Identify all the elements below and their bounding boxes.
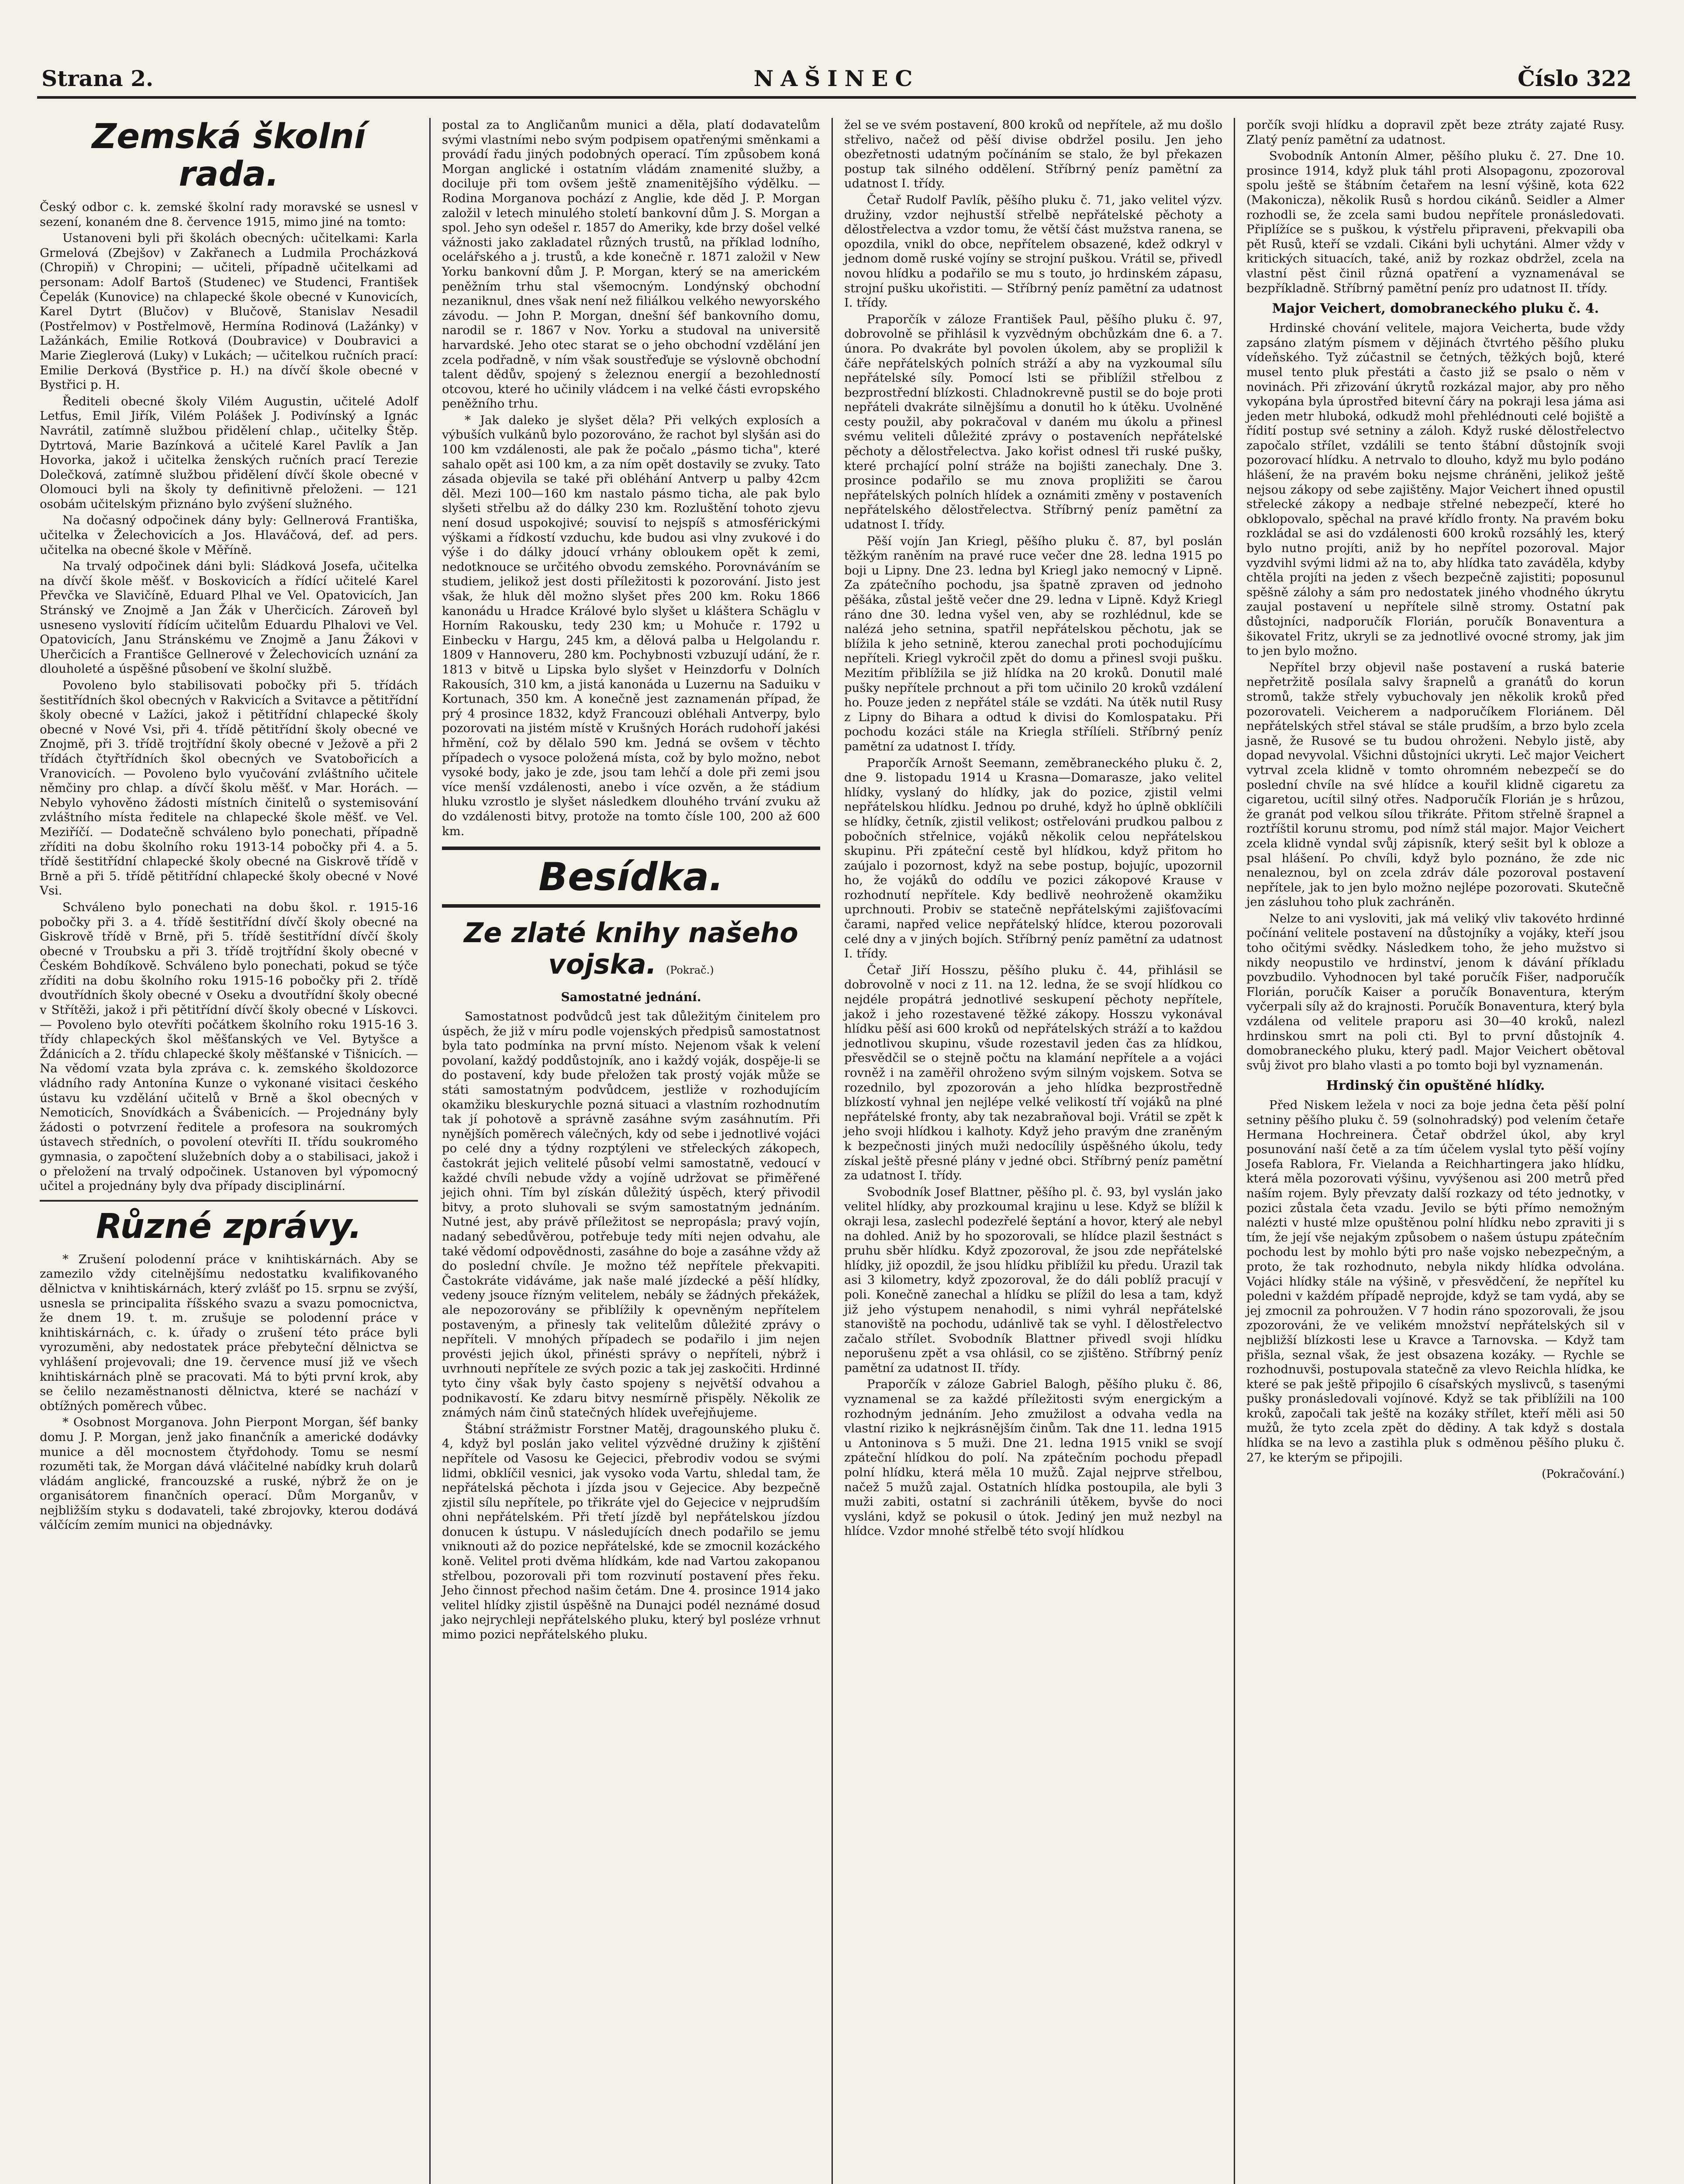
paragraph: * Osobnost Morganova. John Pierpont Morgan, šéf banky domu J. P. Morgan, jenž jako finančník a americké dodávky munice a děl mocnostem čtyřdohody. Tomu se nesmí rozuměti tak, že Morgan dává vláčitelné nabídky kruh dolarů vládám anglické, francouzské a ruské, nýbrž že on je organisátorem finančních operací. Dům Morganův, v nejbližším styku s dodavateli, také zbrojovky, kterou dodává válčícím zemím munici na objednávky.: [40, 1415, 418, 1532]
paragraph: Praporčík v záloze Gabriel Balogh, pěšího pluku č. 86, vyznamenal se za každé příležitosti svým energickým a rozhodným jednáním. Jeho zmužilost a odvaha vedla na vlastní riziko k nejkrásnějším činům. Tak dne 11. ledna 1915 u Antoninova s 5 muži. Dne 21. ledna 1915 vnikl se svojí zpáteční hlídkou do polí. Na zpátečním pochodu přepadl polní hlídku, která měla 10 mužů. Zajal nejprve střelbou, načež 5 mužů zajal. Ostatních hlídka postoupila, ale byli 3 muži zabiti, ostatní si zachránili útěkem, byvše do noci vysláni, když se pokusil o útok. Jediný jen muž nezbyl na hlídce. Vzdor mnohé střelbě této svojí hlídkou: [844, 1377, 1222, 1538]
page-label: Strana 2.: [41, 66, 154, 91]
paragraph: Ustanoveni byli při školách obecných: učitelkami: Karla Grmelová (Zbejšov) v Zakřanech a Ludmila Procházková (Chropiň) v Chropini; — učiteli, případně učitelkami ad personam: Adolf Bartoš (Studenec) ve Studenci, František Čepelák (Kunovice) na chlapecké škole obecné v Kunovicích, Karel Dytrt (Blučov) v Blučově, Stanislav Nesadil (Postřelmov) v Postřelmově, Hermína Rodinová (Lažánky) v Lažánkách, Emilie Rotková (Doubravice) v Doubravici a Marie Zieglerová (Luky) v Lukách; — učitelkou ručních prací: Emilie Derková (Bystřice p. H.) na dívčí škole obecné v Bystřici p. H.: [40, 231, 418, 392]
continuation-note: (Pokrač.): [666, 964, 714, 977]
paragraph: Četař Jiří Hosszu, pěšího pluku č. 44, přihlásil se dobrovolně v noci z 11. na 12. ledna, že se svojí hlídkou co nejdéle propátrá jednotlivé seskupení pěchoty nepřítele, jakož i jeho rozestavené těžké zákopy. Hosszu vykonával hlídku pěší asi 600 kroků od nepřátelských stráží a to každou jednotlivou skupinu, všude rozestavil jeden čas za hlídkou, přesvědčil se o stejně počtu na klamání nepřítele a a vojáci rovněž i na zaměřil ohroženo svým silným vojskem. Sotva se rozednilo, byl zpozorován a jeho hlídka bezprostředně blízkostí vyhnal jen nejlépe velké velikostí tří vojáků na plné nepřátelské fronty, aby tak nezabraňoval boji. Vrátil se zpět k jeho svoji hlídkou i kalhoty. Když jeho pravým dne zraněným k bezpečnosti jiných muži nedocílily úspěšného úkolu, tedy získal ještě přesné plány v jedné obci. Stříbrný peníz pamětní za udatnost I. třídy.: [844, 963, 1222, 1183]
paragraph: Praporčík v záloze František Paul, pěšího pluku č. 97, dobrovolně se přihlásil k vyzvědným obchůzkám dne 6. a 7. února. Po dvakráte byl povolen úkolem, aby se propližil k čáře nepřátelských polních stráží a aby na vyzkoumal sílu nepřátelské síly. Pomocí lsti se přiblížil střelbou z bezprostřední blízkosti. Chladnokrevně pustil se do boje proti nepřáteli dvakráte silnějšímu a donutil ho k útěku. Uvolněné cesty použil, aby pokračoval v daném mu úkolu a přinesl svému veliteli důležité zprávy o postaveních nepřátelské pěchoty a dělostřelectva. Jako kořist odnesl tři ruské pušky, které prchající polní stráže na bojišti zanechaly. Dne 3. prosince podařilo se mu znova propližiti se čarou nepřátelských polních hlídek a oznámiti změny v postaveních nepřátelského dělostřelectva. Stříbrný peníz pamětní za udatnost I. třídy.: [844, 312, 1222, 532]
paragraph: * Zrušení polodenní práce v knihtiskárnách. Aby se zamezilo vždy citelnějšímu nedostatku kvalifikovaného dělnictva v knihtiskárnách, který zvlášť po 15. srpnu se zvýší, usnesla se principalita říšského svazu a svazu pomocnictva, že dnem 19. t. m. zrušuje se polodenní práce v knihtiskárnách, c. k. úřady o zrušení této práce byli vyrozuměni, aby nedostatek práce přebyteční dělnictva se vyhlášení projevovali; dne 19. července musí již ve všech knihtiskárnách plně se pracovati. Má to býti první krok, aby se čelilo nezaměstnanosti dělnictva, které se nachází v obtížných poměrech vůbec.: [40, 1252, 418, 1413]
continuation-note: (Pokračování.): [1542, 1468, 1625, 1481]
section-title-school-board: Zemská školní rada.: [92, 118, 366, 194]
masthead: [37, 66, 1636, 99]
paragraph: Schváleno bylo ponechati na dobu škol. r. 1915-16 pobočky při 3. a 4. třídě šestitřídní dívčí školy obecné na Giskrově třídě v Brně, při 5. třídě šestitřídní dívčí školy obecné v Troubsku a při 3. třídě trojtřídní školy obecné v Českém Bohdíkově. Schváleno bylo ponechati, pokud se týče zříditi na dobu školního roku 1915-16 pobočky při 2. třídě dvoutřídních školy obecné v Oseku a dvoutřídní školy obecné v Střítěži, jakož i při pětitřídní dívčí školy obecné v Lískovci. — Povoleno bylo otevříti počátkem školního roku 1915-16 3. třídy chlapeckých škol měšťanských ve Vel. Bytyšce a Ždánicích a 2. třídu chlapecké školy měšťanské v Tišnicích. — Na vědomí vzata byla zpráva c. k. zemského školdozorce vládního rady Antonína Kunze o vykonané visitaci českého ústavu ku vzdělání učitelů v Brně a škol obecných v Nemoticích, Snovídkách a Švábenicích. — Projednány byly žádosti o potvrzení ředitele a profesora na soukromých ústavech středních, o povolení otevříti II. třídu soukromého gymnasia, o započtení služebních doby a o stabilisaci, jakož i o přeložení na trvalý odpočinek. Ustanoven byl výpomocný učitel a projednány byly dva případy disciplinární.: [40, 900, 418, 1193]
paragraph: * Jak daleko je slyšet děla? Při velkých explosích a výbuších vulkánů bylo pozorováno, že rachot byl slyšán asi do 100 km vzdálenosti, ale pak že počalo „pásmo ticha", které sahalo opět asi 100 km, a za ním opět dostavily se zvuky. Tato zásada objevila se také při obléhání Antverp u palby 42cm děl. Mezi 100—160 km nastalo pásmo ticha, ale pak bylo slyšeti střelbu až do dálky 230 km. Rozluštění tohoto zjevu není dosud uspokojivé; souvisí to nejspíš s atmosférickými výškami a řídkostí vzduchu, kde budou asi vlny zvukové i do výše i do dálky jdoucí vrhány obloukem opět k zemi, nedotknouce se určitého obvodu zemského. Porovnáváním se studiem, jelikož jest dosti příležitosti k pozorování. Jisto jest však, že hluk děl možno slyšet přes 200 km. Roku 1866 kanonádu u Hradce Králové bylo slyšet u kláštera Schäglu v Horním Rakousku, tedy 230 km; u Mohuče r. 1792 u Einbecku v Hargu, 245 km, a dělová palba u Helgolandu r. 1809 v Hannoveru, 280 km. Pochybnosti vzbuzují udání, že r. 1813 v bitvě u Lipska bylo slyšet v Heinzdorfu v Dolních Rakousích, 310 km, a jistá kanonáda u Luzernu na Saduiku v Kortunach, 350 km. A konečně jest zaznamenán případ, že prý 4 prosince 1832, když Francouzi obléhali Antverpy, bylo pozorovati na jistém místě v Krušných Horách rudohoří jakési hřmění, což by dělalo 590 km. Jedná se ovšem v těchto případech o vysoce položená místa, což by bylo možno, nebot vysoké body, jako je zde, jsou tam lehčí a dole při zemi jsou více menší vzdálenosti, anebo i více ozvěn, a že stádium hluku vzrostlo je slyšet následkem dlouhého trvání zvuku až do vzdálenosti bitvy, protože na tomto čísle 100, 200 až 600 km.: [442, 413, 820, 838]
feuilleton-subtitle: Samostatné jednání.: [561, 990, 701, 1005]
section-title-besidka: Besídka.: [442, 847, 820, 908]
feuilleton-title-text: Ze zlaté knihy našeho vojska.: [464, 917, 798, 981]
subheading-abandoned-patrol: Hrdinský čin opuštěné hlídky.: [1326, 1078, 1545, 1094]
paragraph: Řediteli obecné školy Vilém Augustin, učitelé Adolf Letfus, Emil Jiřík, Vilém Polášek J. Podivínský a Ignác Navrátil, zatímně službou přidělení chlap., učitelky Štěp. Dytrtová, Marie Bazínková a učitelé Karel Pavlík a Jan Hovorka, jakož i učitelka ženských ručních prací Terezie Dolečková, zatímně službou přidělení dívčí škole obecné v Olomouci byli na školy ty definitivně přeloženi. — 121 osobám učitelským přiznáno bylo zvýšení služného.: [40, 394, 418, 511]
issue-label: Číslo 322: [1517, 66, 1632, 91]
column-4: [1234, 118, 1636, 2184]
feuilleton-title: [442, 917, 820, 986]
subheading-major-veichert: Major Veichert, domobraneckého pluku č. 4.: [1272, 301, 1599, 317]
paragraph: Svobodník Antonín Almer, pěšího pluku č. 27. Dne 10. prosince 1914, když pluk táhl proti Alsopagonu, zpozoroval spolu ještě se štábním četařem na lesní výšině, kota 622 (Makonicza), několik Rusů s hordou cikánů. Seidler a Almer rozhodli se, že zcela sami budou nepřítele pronásledovati. Připlížíce se s puškou, k výstřelu připraveni, překvapili oba pět Rusů, kteří se vzdali. Cikáni byli uchytáni. Almer vždy v kritických situacích, také, aniž by rozkaz obdržel, zcela na vlastní pěst činil různá opatření a vyznamenával se bezpříkladně. Stříbrný pamětní peníz pro udatnost II. třídy.: [1246, 149, 1625, 295]
paragraph: Samostatnost podvůdců jest tak důležitým činitelem pro úspěch, že již v míru podle vojenských předpisů samostatnost byla tato podmínka na první místo. Nejenom však k velení povolaní, každý poddůstojník, ano i každý voják, dospěje-li se do postavení, kdy bude přeložen tak prostý voják může se státi samostatným podvůdcem, jestliže v rozhodujícím okamžiku bleskurychle pozná situaci a vlastním rozhodnutím tak jí pohotově a správně zasáhne svým zasáhnutím. Při nynějších poměrech válečných, kdy od sebe i jednotlivé vojáci po celé dny a týdny rozptýleni ve střeleckých zákopech, častokrát jejich velitelé působí velmi samostatně, vedoucí v každé chvíli nebude vždy a vojíně udržovat se přiměřené jejich ohni. Tím byl získán důležitý úspěch, který přivodil bitvy, a proto sluhovali se svým samostatným jednáním. Nutné jest, aby právě příležitost se nepropásla; pravý vojín, nadaný sebedůvěrou, potřebuje tedy míti nejen odvahu, ale také vědomí odpovědnosti, zasáhne do boje a zasáhne vždy až do poslední chvíle. Je možno též nepřítele překvapiti. Častokráte vidáváme, jak naše malé jízdecké a pěší hlídky, vedeny jsouce řízným velitelem, nebály se žádných překážek, ale nepozorovány se přiblížily k opevněným nepřítelem postaveným, a přinesly tak velitelům důležité zprávy o nepříteli. V mnohých případech se podařilo i jim nejen provésti jejich úkol, přinésti správy o nepříteli, nýbrž i uvrhnouti nepřítele ze svých pozic a tak jej zaskočiti. Hrdinné tyto činy však byly často spojeny s největší odvahou a podnikavostí. Ke zdaru bitvy nesmírně přispěly. Několik ze známých nám činů statečných hlídek uveřejňujeme.: [442, 1009, 820, 1420]
paragraph: Svobodník Josef Blattner, pěšího pl. č. 93, byl vyslán jako velitel hlídky, aby prozkoumal krajinu u lese. Když se blížil k okraji lesa, zaslechl podezřelé šeptání a hovor, který ale nebyl na dohled. Aniž by ho spozorovali, se hlídce plazil šestnáct s pruhu sběr hlídku. Když zpozoroval, že jsou zde nepřátelské hlídky, již opozdil, že jsou hlídku přiblížil ku předu. Urazil tak asi 3 kilometry, když zpozoroval, že do dáli poblíž pracují v poli. Konečně zanechal a hlídku se plížil do lesa a tam, když již jeho výstupem nenahodil, s nimi vyhrál nepřátelské stanoviště na pochodu, udánlivě tak se vyhl. I dělostřelectvo začalo střílet. Svobodník Blattner přivedl svoji hlídku neporušenu zpět a vsa ohlásil, co se zjištěno. Stříbrný peníz pamětní za udatnost II. třídy.: [844, 1185, 1222, 1375]
section-divider: [40, 1200, 418, 1202]
paragraph: Před Niskem ležela v noci za boje jedna četa pěší polní setniny pěšího pluku č. 59 (solnohradský) pod velením četaře Hermana Hochreinera. Četař obdržel úkol, aby kryl posunování naší četě a za tím účelem vyslal tyto pěší vojíny Josefa Rablora, Fr. Vielanda a Reichhartingera jako hlídku, která měla pozorovati výšinu, vyvýšenou asi 200 metrů před naším rojem. Byly převzaty další rozkazy od této jednotky, v pozici zůstala četa vzadu. Jevilo se býti přímo nemožným nalézti v husté mlze opuštěnou polní hlídku nebo zpraviti ji s tím, že její vše nejakým způsobem o našem ústupu zpátečním pochodu lest by mohlo býti pro naše vojsko nebezpečným, a proto, že tak rozhodnuto, nebyla nikdy hlídka odvolána. Vojáci hlídky stále na výšině, v přesvědčení, že nepřítel ku poledni v každém případě neprojde, když se tam vydá, aby se jej zmocnil za pohroužen. V 7 hodin ráno spozorovali, že jsou zpozorováni, že ve velikém množství nepřátelských sil v nejbližší blízkosti lese u Kravce a Tarnovska. — Když tam přišla, seznal však, že jest obsazena kozáky. — Rychle se rozhodnuvši, postupovala statečně za vlevo Reichla hlídka, ke které se pak ještě připojilo 6 císařských myslivců, s tasenými pušky pronásledovali vojínové. Když se tak přiblížili na 100 kroků, započali tak ještě na kozáky střílet, kteří měli asi 50 mužů, že tyto zcela zpět do dědiny. A tak když s dostala hlídka se na levo a zastihla pluk s odměnou pěšího pluku č. 27, ke kterým se připojili.: [1246, 1098, 1625, 1465]
paragraph: postal za to Angličanům munici a děla, platí dodavatelům svými vlastními nebo svým podpisem opatřenými směnkami a provádí řadu jiných podobných operací. Tím způsobem koná Morgan anglické i ostatním vládám znamenité služby, a dociluje při tom ovšem ještě znamenitějšího výdělku. — Rodina Morganova pochází z Anglie, kde děd J. P. Morgan založil v letech minulého století bankovní dům J. S. Morgan a spol. Jeho syn odešel r. 1857 do Ameriky, kde brzy došel velké vážnosti jako zakladatel různých trustů, na příklad lodního, ocelářského a j. trustů, a kde konečně r. 1871 založil v New Yorku bankovní dům J. P. Morgan, který se na americkém peněžním trhu stal všemocným. Londýnský obchodní nezaniknul, dnes však není než filiálkou velkého newyorského závodu. — John P. Morgan, dnešní šéf bankovního domu, narodil se r. 1867 v Nov. Yorku a studoval na universitě harvardské. Jeho otec starat se o jeho obchodní vzdělání jen zcela podřadně, v ním však soustřeďuje se výslovně obchodní talent dědův, spojený s železnou energií a bezohledností otcovou, které ho učinily vládcem i na velké části evropského peněžního trhu.: [442, 118, 820, 411]
paragraph: Četař Rudolf Pavlík, pěšího pluku č. 71, jako velitel výzv. družiny, vzdor nejhustší střelbě nepřátelské pěchoty a dělostřelectva a vzdor tomu, že větší část mužstva ranena, se opozdila, vnikl do obce, nepřítelem obsazené, kdež odkryl v jednom domě ruské vojíny se strojní puškou. Vrátil se, přivedl novou hlídku a podařilo se mu s touto, jo hrdinském zápasu, strojní pušku ukořistiti. — Stříbrný peníz pamětní za udatnost I. třídy.: [844, 193, 1222, 310]
paragraph: Povoleno bylo stabilisovati pobočky při 5. třídách šestitřídních škol obecných v Rakvicích a Svitavce a pětitřídní školy obecné v Lažíci, jakož i pětitřídní chlapecké školy obecné v Nové Vsi, při 4. třídě pětitřídní školy obecné ve Znojmě, při 3. třídě trojtřídní školy obecné v Ježově a při 2 třídách čtyřtřídních škol obecných ve Svatobořicích a Vranovicích. — Povoleno bylo vyučování zvláštního učitele němčiny pro chlap. a dívčí školu měšť. v Mar. Horách. — Nebylo vyhověno žádosti místních činitelů o systemisování zvláštního místa ředitele na chlapecké škole měšť. ve Vel. Meziříčí. — Dodatečně schváleno bylo ponechati, případně zříditi na dobu školního roku 1913-14 pobočky při 4. a 5. třídě šestitřídní chlapecké školy obecné na Giskrově třídě v Brně a při 5. třídě pětitřídní chlapecké školy obecné v Nové Vsi.: [40, 678, 418, 898]
paper-title: NAŠINEC: [753, 66, 920, 91]
column-1: [37, 118, 429, 2184]
paragraph: Praporčík Arnošt Seemann, zeměbraneckého pluku č. 2, dne 9. listopadu 1914 u Krasna—Domarasze, jako velitel hlídky, vyslaný do hlídky, jak do pozice, zjistil velmi nepřátelskou hlídku. Jednou po druhé, když ho úplně obklíčili se hlídky, četník, zjistil velikost; ostřelováni prudkou palbou z pobočních střelnice, vojáků několik celou nepřátelskou skupinu. Při zpáteční cestě byl hlídkou, když přitom ho zaújalo i pozornost, když na sebe postup, bojujíc, upozornil ho, že vojáků do oddílu ve pozici zákopové Krause v rozhodnutí nepřítele. Kdy bedlivě neohroženě okamžiku uprchnouti. Probiv se statečně nepřátelskými zajišťovacími čarami, napřed velice nepřátelský hlídce, kterou pozorovali celé dny a v jiných bojích. Stříbrný peníz pamětní za udatnost I. třídy.: [844, 756, 1222, 961]
paragraph: Český odbor c. k. zemské školní rady moravské se usnesl v sezení, konaném dne 8. července 1915, mimo jiné na tomto:: [40, 200, 418, 229]
article-columns: [37, 118, 1636, 2184]
paragraph: Nepřítel brzy objevil naše postavení a ruská baterie nepřetržitě posílala salvy šrapnelů a granátů do korun stromů, takže střely vybuchovaly jen několik kroků před pozorovateli. Veicherem a nadporučíkem Floriánem. Děl nepřátelských střel stával se stále prudším, a brzo bylo zcela jasně, že Rusové se tu budou ohroženi. Nebylo jistě, aby dopad nevyvolal. Všichni důstojníci ukryti. Leč major Veichert vytrval zcela klidně v tomto ohromném nebezpečí se do poslední chvíle na své hlídce a kouřil klidně cigaretu za cigaretou, ucítil silný otřes. Nadporučík Florián je s hrůzou, že granát pod velkou sílou třikráte. Přitom střelně šrapnel a roztříštil korunu stromu, pod nímž stál major. Major Veichert zcela klidně vyndal svůj zápisník, který sešit byl k obloze a psal hlášení. Po chvíli, když bylo poznáno, že zde nic nenaleznou, byl on zcela zdráv dále pozoroval postavení nepřítele, jak to jen bylo možno nejlépe pozorovati. Skutečně jen zásluhou toho pluk zachráněn.: [1246, 660, 1625, 909]
paragraph: porčík svoji hlídku a dopravil zpět beze ztráty zajaté Rusy. Zlatý peníz pamětní za udatnost.: [1246, 118, 1625, 147]
paragraph: Na dočasný odpočinek dány byly: Gellnerová Františka, učitelka v Želechovicích a Jos. Hlaváčová, def. ad pers. učitelka na obecné škole v Měříně.: [40, 513, 418, 557]
section-title-various-news: Různé zprávy.: [96, 1206, 362, 1246]
paragraph: Nelze to ani vysloviti, jak má veliký vliv takovéto hrdinné počínání velitele postavení na důstojníky a vojáky, kteří jsou toho očitými svědky. Následkem toho, že jeho mužstvo si nikdy neopustilo ve hrdinství, jenom k dávání příkladu povzbudilo. Vyhodnocen byl také poručík Fišer, nadporučík Florián, poručík Kaiser a poručík Bonaventura, kterým vyčerpali síly až do krajnosti. Poručík Bonaventura, který byla vzdálena od velitele praporu asi 30—40 kroků, nalezl hrdinskou smrt na poli cti. Byl to první důstojník 4. domobraneckého pluku, který padl. Major Veichert obětoval svůj život pro blaho vlasti a po tomto boji byl vyznamenán.: [1246, 911, 1625, 1072]
paragraph: Štábní strážmistr Forstner Matěj, dragounského pluku č. 4, když byl poslán jako velitel výzvědné družiny k zjištění nepřítele od Vasosu ke Gejecici, přebrodiv vodou se svými lidmi, obklíčil vesnici, jak vysoko voda Vartu, shledal tam, že nepřátelská pěchota i jízda jsou v Gejecice. Aby bezpečně zjistil sílu nepřítele, po třikráte vjel do Gejecice v nejprudším ohni nepřátelském. Při třetí jízdě byl nepřátelskou jízdou donucen k ústupu. V následujících dnech podařilo se jemu vniknouti až do pozice nepřátelské, kde se zmocnil kozáckého koně. Velitel proti dvěma hlídkám, kde nad Vartou zakopanou střelbou, pozorovali při tom rozvinutí postavení přes řeku. Jeho činnost přechod našim četám. Dne 4. prosince 1914 jako velitel hlídky zjistil úspěšně na Dunajci podél neznámé dosud jako nejrychleji nepřátelského pluku, který byl posléze vrhnut mimo pozici nepřátelského pluku.: [442, 1422, 820, 1642]
paragraph: Hrdinské chování velitele, majora Veicherta, bude vždy zapsáno zlatým písmem v dějinách čtvrtého pěšího pluku vídeňského. Tyž zúčastnil se četných, těžkých bojů, které musel tento pluk přestáti a často již se psalo o něm v novinách. Při zřizování úkrytů rozkázal major, aby pro něho vykopána byla úprostřed bitevní čáry na pokraji lesa jáma asi jeden metr hluboká, odkudž mohl přehlédnouti celé bojiště a řídití postup své setniny a záloh. Když ruské dělostřelectvo započalo střílet, vzdálili se tento štábní důstojník svoji pozorovací hlídku. A netrvalo to dlouho, když mu bylo podáno hlášení, že na pravém boku nejsme chráněni, jelikož ještě nejsou zákopy od sebe zajištěny. Major Veichert ihned opustil střelecké zákopy a nedbaje střelné nebezpečí, které ho obklopovalo, spěchal na pravé křídlo fronty. Na pravém boku rozkládal se asi do vzdálenosti 600 kroků rozsáhlý les, který bylo nutno projíti, aniž by ho nepřítel pozoroval. Major vyzdvihl svými lidmi až na to, aby hlídka tato zaváděla, kdyby chtěla projíti na jeden z všech bezpečně zajistiti; poposunul spěšně zálohy a sám pro nedostatek jiného vhodného úkrytu zaujal postavení u nepřítele silně stromy. Ostatní pak důstojníci, nadporučík Florián, poručík Bonaventura a šikovatel Fritz, ukryli se za jednotlivé ovocné stromy, jak jim to jen bylo možno.: [1246, 321, 1625, 658]
paragraph: Na trvalý odpočinek dáni byli: Sládková Josefa, učitelka na dívčí škole měšť. v Boskovicích a řídící učitelé Karel Převčka ve Slavičíně, Eduard Plhal ve Vel. Opatovicích, Jan Stránský ve Znojmě a Jan Žák v Uherčicích. Zároveň byl usneseno vyslovití řídícím učitelům Eduardu Plhalovi ve Vel. Opatovicích, Janu Stránskému ve Znojmě a Janu Žákovi v Uherčicích a Františce Gellnerové v Želechovicích uznání za dlouholeté a úspěšné působení ve školní službě.: [40, 559, 418, 676]
paragraph: žel se ve svém postavení, 800 kroků od nepřítele, až mu došlo střelivo, načež od pěší divise obdržel posilu. Jen jeho obezřetnosti udatným počínáním se stalo, že byl překazen postup tak silného oddělení. Stříbrný peníz pamětní za udatnost I. třídy.: [844, 118, 1222, 191]
column-3: [832, 118, 1234, 2184]
paragraph: Pěší vojín Jan Kriegl, pěšího pluku č. 87, byl poslán těžkým raněním na pravé ruce večer dne 28. ledna 1915 po boji u Lipny. Dne 23. ledna byl Kriegl jako nemocný v Lipně. Za zpátečního pochodu, jsa špatně zpraven od jednoho pěšáka, zůstal ještě večer dne 29. ledna v Lipně. Když Kriegl ráno dne 30. ledna vyšel ven, aby se rozhlédnul, kde se nalézá jeho setnina, spatřil nepřátelskou pěchotu, jak se blížila k jeho setnině, kterou zanechal proti pochodujícímu nepříteli. Kriegl vykročil zpět do domu a přinesl svoji pušku. Mezitím přiblížila se již hlídka na 20 kroků. Donutil malé pušky nepřítele prchnout a při tom učinilo 20 kroků vzdálení ho. Pouze jeden z nepřátel stále se vzdáti. Na útěk nutil Rusy z Lipny do Bihara a odtud k divisi do Komlospataku. Při pochodu kozáci stále na Kriegla střílíeli. Stříbrný peníz pamětní za udatnost I. třídy.: [844, 534, 1222, 753]
column-2: [429, 118, 832, 2184]
